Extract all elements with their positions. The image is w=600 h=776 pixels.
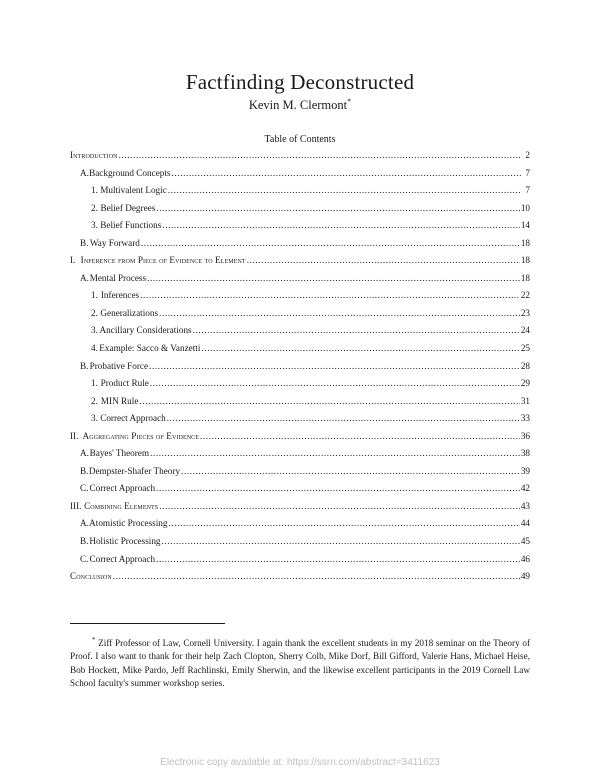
author-line — [0, 97, 600, 113]
toc-entry-page: 23 — [520, 307, 530, 318]
toc-leader-dots — [139, 393, 519, 411]
footnote-divider — [70, 623, 225, 624]
toc-entry-title: Ancillary Considerations — [99, 325, 192, 336]
toc-entry-page: 25 — [520, 343, 530, 354]
toc-entry[interactable] — [70, 358, 530, 376]
toc-entry[interactable] — [70, 182, 530, 200]
toc-entry-title: Mental Process — [89, 272, 147, 283]
toc-leader-dots — [147, 270, 520, 288]
toc-entry-title: Introduction — [70, 150, 118, 160]
toc-entry-page: 38 — [520, 448, 530, 459]
toc-entry-title: Combining Elements — [84, 500, 159, 511]
toc-entry[interactable] — [70, 480, 530, 498]
toc-entry-page: 18 — [520, 237, 530, 248]
toc-entry-number: B. — [80, 536, 89, 547]
toc-entry-page: 29 — [520, 378, 530, 389]
toc-entry[interactable] — [70, 428, 530, 446]
toc-entry-number: 1. — [91, 185, 98, 196]
toc-entry[interactable] — [70, 235, 530, 253]
toc-entry-number: II. — [70, 430, 79, 441]
toc-entry-number: A. — [80, 518, 89, 529]
toc-entry-title: Multivalent Logic — [100, 185, 167, 196]
toc-leader-dots — [162, 533, 520, 551]
toc-entry-page: 44 — [520, 518, 530, 529]
toc-entry-number: III. — [70, 500, 82, 511]
toc-entry-title: Holistic Processing — [89, 536, 161, 547]
toc-entry-title: Conclusion — [70, 571, 112, 582]
footnote-mark: * — [92, 636, 96, 644]
toc-entry-number: 3. — [91, 413, 98, 424]
toc-leader-dots — [156, 480, 520, 498]
toc-entry-title: Generalizations — [100, 307, 159, 318]
toc-entry[interactable] — [70, 340, 530, 358]
toc-entry[interactable] — [70, 165, 530, 183]
toc-entry[interactable] — [70, 270, 530, 288]
toc-leader-dots — [149, 358, 520, 376]
toc-entry-title: Example: Sacco & Vanzetti — [99, 343, 201, 354]
author-name: Kevin M. Clermont — [248, 98, 348, 112]
toc-entry-page: 2 — [525, 150, 530, 160]
toc-entry-title: Correct Approach — [100, 413, 166, 424]
toc-entry-page: 24 — [520, 325, 530, 336]
toc-entry[interactable] — [70, 252, 530, 270]
toc-leader-dots — [167, 410, 520, 428]
toc-entry-number: 1. — [91, 290, 98, 301]
toc-entry-number: A. — [80, 167, 89, 178]
toc-entry-number: B. — [80, 237, 89, 248]
toc-entry-title: Dempster-Shafer Theory — [88, 465, 181, 476]
toc-entry-page: 39 — [520, 465, 530, 476]
toc-entry-page: 33 — [520, 413, 530, 424]
toc-leader-dots — [172, 165, 522, 183]
toc-leader-dots — [119, 147, 521, 165]
toc-entry-page: 43 — [520, 500, 530, 511]
toc-entry-page: 7 — [525, 167, 530, 178]
toc-entry[interactable] — [70, 305, 530, 323]
toc-entry-number: B. — [80, 360, 89, 371]
toc-leader-dots — [113, 568, 520, 586]
toc-entry-page: 18 — [520, 255, 530, 266]
toc-heading: Table of Contents — [264, 134, 336, 145]
toc-entry-number: 1. — [91, 378, 98, 389]
toc-entry[interactable] — [70, 515, 530, 533]
toc-entry-title: Correct Approach — [89, 483, 156, 494]
toc-entry-title: Way Forward — [89, 237, 140, 248]
toc-leader-dots — [247, 252, 520, 270]
toc-entry-title: Product Rule — [100, 378, 149, 389]
toc-entry[interactable] — [70, 410, 530, 428]
toc-leader-dots — [156, 551, 520, 569]
footnote — [70, 634, 530, 691]
toc-entry-title: Inference from Piece of Evidence to Element — [80, 255, 246, 266]
toc-entry-number: A. — [80, 272, 89, 283]
toc-entry-title: Bayes' Theorem — [89, 448, 150, 459]
toc-entry[interactable] — [70, 200, 530, 218]
toc-entry[interactable] — [70, 217, 530, 235]
toc-leader-dots — [140, 287, 520, 305]
toc-leader-dots — [141, 235, 520, 253]
toc-leader-dots — [159, 305, 520, 323]
toc-entry-number: 2. — [91, 307, 98, 318]
toc-entry-page: 45 — [520, 536, 530, 547]
toc-entry-number: C. — [80, 553, 89, 564]
toc-entry-title: Belief Functions — [100, 220, 162, 231]
toc-leader-dots — [169, 515, 520, 533]
toc-entry-page: 18 — [520, 272, 530, 283]
toc-entry-number: C. — [80, 483, 89, 494]
toc-entry-number: 2. — [91, 202, 98, 213]
toc-leader-dots — [162, 217, 520, 235]
toc-entry-page: 36 — [520, 430, 530, 441]
toc-entry-page: 28 — [520, 360, 530, 371]
toc-leader-dots — [193, 322, 520, 340]
toc-entry-page: 46 — [520, 553, 530, 564]
toc-entry-title: Atomistic Processing — [89, 518, 168, 529]
paper-title: Factfinding Deconstructed — [185, 70, 415, 94]
toc-entry-title: Correct Approach — [89, 553, 156, 564]
toc-entry[interactable] — [70, 551, 530, 569]
toc-entry-title: Probative Force — [89, 360, 149, 371]
toc-entry-number: 3. — [91, 220, 98, 231]
toc-entry-page: 31 — [520, 395, 530, 406]
ssrn-watermark: Electronic copy available at: https://ssrn.com/abstract=3411623 — [160, 757, 440, 768]
toc-entry[interactable] — [70, 375, 530, 393]
toc-entry-number: I. — [70, 255, 76, 266]
toc-entry-title: Aggregating Pieces of Evidence — [82, 430, 200, 441]
footnote-text: Ziff Professor of Law, Cornell University. I again thank the excellent students in my 2018 seminar on the Theory of Proof. I also want to thank for their help Zach Clopton, Sherry Colb, Mike Dorf, Bill Gifford, Valerie Hans, Michael Heise, Bob Hockett, Mike Pardo, Jeff Rachlinski, Emily Sherwin, and the likewise excellent participants in the 2019 Cornell Law School faculty's summer workshop series. — [70, 638, 530, 689]
toc-entry-number: 3. — [91, 325, 98, 336]
toc-entry-page: 7 — [525, 185, 530, 196]
author-footnote-mark[interactable]: * — [347, 97, 352, 106]
toc-leader-dots — [201, 340, 519, 358]
toc-entry[interactable] — [70, 568, 530, 586]
toc-leader-dots — [200, 428, 520, 446]
toc-leader-dots — [150, 375, 520, 393]
table-of-contents — [70, 147, 530, 586]
toc-leader-dots — [150, 445, 520, 463]
toc-entry[interactable] — [70, 393, 530, 411]
toc-entry[interactable] — [70, 498, 530, 516]
toc-leader-dots — [168, 182, 521, 200]
toc-entry-title: Inferences — [100, 290, 140, 301]
toc-leader-dots — [156, 200, 520, 218]
toc-entry-page: 22 — [520, 290, 530, 301]
toc-entry[interactable] — [70, 463, 530, 481]
toc-entry-page: 42 — [520, 483, 530, 494]
toc-entry-number: A. — [80, 448, 89, 459]
toc-entry-number: 2. — [91, 395, 98, 406]
toc-entry[interactable] — [70, 445, 530, 463]
toc-entry[interactable] — [70, 147, 530, 165]
toc-entry[interactable] — [70, 287, 530, 305]
toc-entry-page: 14 — [520, 220, 530, 231]
toc-entry-title: Belief Degrees — [100, 202, 156, 213]
toc-entry-title: MIN Rule — [100, 395, 139, 406]
toc-entry-page: 49 — [520, 571, 530, 582]
toc-entry-number: B. — [80, 465, 89, 476]
toc-entry-number: 4. — [91, 343, 98, 354]
toc-leader-dots — [159, 498, 520, 516]
toc-entry-page: 10 — [520, 202, 530, 213]
toc-entry-title: Background Concepts — [89, 167, 171, 178]
toc-leader-dots — [181, 463, 520, 481]
toc-entry[interactable] — [70, 322, 530, 340]
toc-entry[interactable] — [70, 533, 530, 551]
